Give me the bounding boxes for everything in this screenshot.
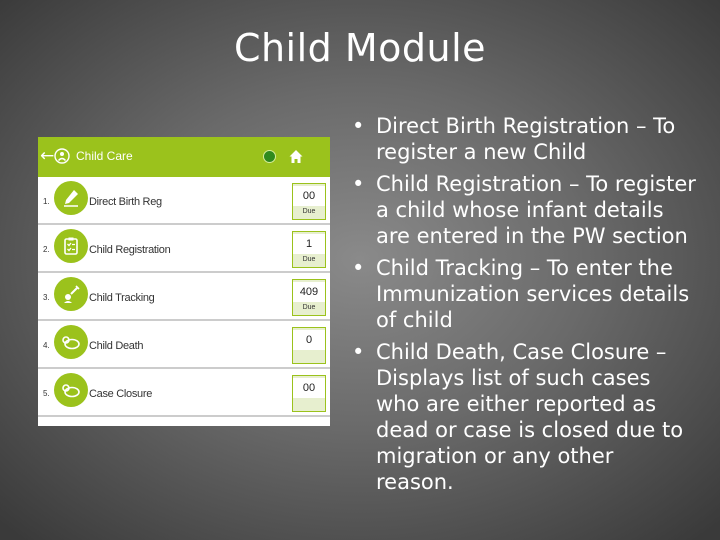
due-label: Due bbox=[302, 208, 316, 215]
list-item-direct-birth-reg[interactable] bbox=[38, 179, 330, 225]
due-count: 1 bbox=[293, 234, 325, 254]
item-number: 1. bbox=[43, 197, 50, 206]
item-count: 00 bbox=[293, 378, 325, 398]
bullet-text: Child Tracking – To enter the Immunization services details of child bbox=[376, 256, 690, 332]
sync-status-icon bbox=[263, 150, 276, 163]
due-count: 409 bbox=[293, 282, 325, 302]
due-count: 00 bbox=[293, 186, 325, 206]
bullet-marker: • bbox=[352, 256, 365, 280]
bullet-item bbox=[352, 113, 697, 165]
item-number: 2. bbox=[43, 245, 50, 254]
pen-icon bbox=[54, 181, 88, 215]
due-label: Due bbox=[302, 256, 316, 263]
bullet-marker: • bbox=[352, 340, 365, 364]
bullet-text: Direct Birth Registration – To register a new Child bbox=[376, 114, 676, 164]
item-label: Child Registration bbox=[89, 244, 171, 256]
due-badge bbox=[292, 183, 326, 220]
item-number: 3. bbox=[43, 293, 50, 302]
item-label: Child Tracking bbox=[89, 292, 155, 304]
bullet-item bbox=[352, 171, 697, 249]
bullet-marker: • bbox=[352, 114, 365, 138]
infant-icon bbox=[54, 325, 88, 359]
list-item-child-death[interactable] bbox=[38, 323, 330, 369]
infant-icon bbox=[54, 373, 88, 407]
list-item-child-tracking[interactable] bbox=[38, 275, 330, 321]
item-number: 5. bbox=[43, 389, 50, 398]
app-title: Child Care bbox=[76, 149, 133, 163]
count-badge bbox=[292, 375, 326, 412]
bullet-text: Child Death, Case Closure – Displays list of such cases who are either reported as dead or case is closed due to migration or any other reason. bbox=[376, 340, 684, 494]
list-item-case-closure[interactable] bbox=[38, 371, 330, 417]
module-list bbox=[38, 177, 330, 417]
slide-title: Child Module bbox=[233, 26, 487, 70]
item-count: 0 bbox=[293, 330, 325, 350]
bullet-marker: • bbox=[352, 172, 365, 196]
due-label: Due bbox=[302, 304, 316, 311]
bullet-list bbox=[352, 113, 697, 501]
list-item-child-registration[interactable] bbox=[38, 227, 330, 273]
home-icon[interactable] bbox=[289, 149, 303, 164]
count-badge bbox=[292, 327, 326, 364]
bullet-item bbox=[352, 339, 697, 495]
due-badge bbox=[292, 231, 326, 268]
child-care-logo-icon bbox=[54, 148, 70, 164]
child-tracking-icon bbox=[54, 277, 88, 311]
bullet-text: Child Registration – To register a child whose infant details are entered in the PW section bbox=[376, 172, 696, 248]
item-label: Case Closure bbox=[89, 388, 153, 400]
app-bar bbox=[38, 137, 330, 177]
app-screenshot bbox=[38, 137, 330, 426]
item-label: Direct Birth Reg bbox=[89, 196, 162, 208]
clipboard-check-icon bbox=[54, 229, 88, 263]
bullet-item bbox=[352, 255, 697, 333]
back-arrow-icon[interactable]: ← bbox=[40, 146, 55, 166]
item-label: Child Death bbox=[89, 340, 144, 352]
due-badge bbox=[292, 279, 326, 316]
item-number: 4. bbox=[43, 341, 50, 350]
